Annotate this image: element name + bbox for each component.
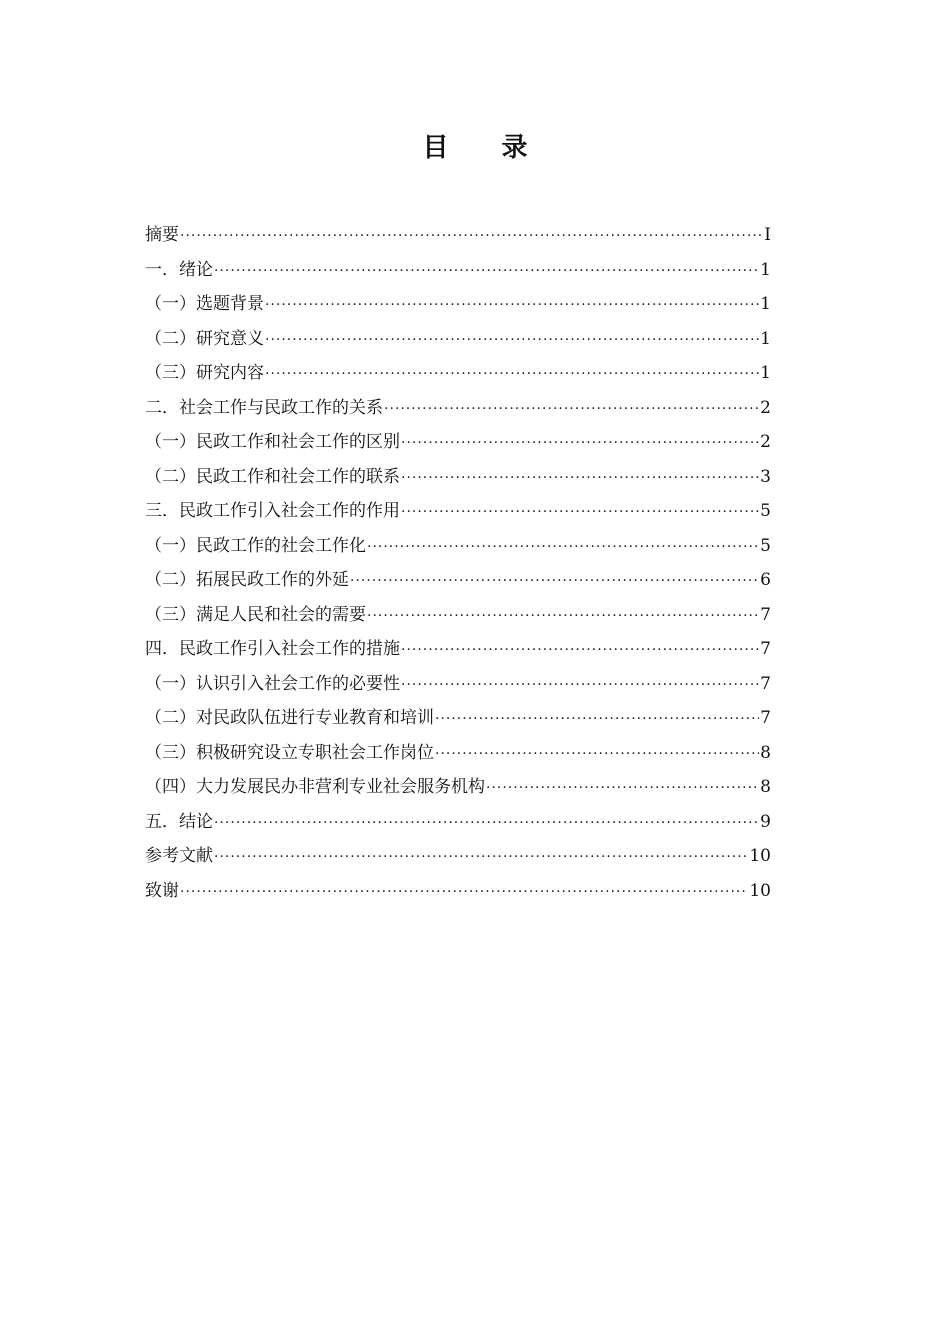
toc-page-number: 2 bbox=[760, 432, 771, 452]
toc-entry-label: （一）民政工作和社会工作的区别 bbox=[145, 432, 400, 452]
toc-dot-leader bbox=[265, 357, 759, 392]
toc-page-number: 7 bbox=[760, 604, 771, 625]
toc-entry-label: （三）满足人民和社会的需要 bbox=[145, 604, 366, 625]
toc-entry bbox=[145, 598, 771, 633]
toc-entry bbox=[145, 736, 771, 771]
toc-page-number: 7 bbox=[760, 673, 771, 694]
toc-entry bbox=[145, 218, 771, 253]
toc-page-number: 5 bbox=[760, 535, 771, 556]
toc-dot-leader bbox=[401, 426, 759, 461]
toc-dot-leader bbox=[401, 668, 759, 703]
toc-dot-leader bbox=[214, 254, 759, 289]
toc-entry bbox=[145, 253, 771, 288]
toc-entry bbox=[145, 494, 771, 529]
toc-page-number: I bbox=[764, 225, 771, 245]
toc-entry bbox=[145, 287, 771, 322]
toc-entry-label: 参考文献 bbox=[145, 846, 213, 866]
toc-entry-label: 致谢 bbox=[145, 880, 179, 901]
table-of-contents bbox=[145, 218, 771, 908]
toc-entry bbox=[145, 356, 771, 391]
toc-entry bbox=[145, 874, 771, 909]
toc-page-number: 6 bbox=[760, 570, 771, 590]
toc-entry bbox=[145, 322, 771, 357]
toc-entry-label: （二）拓展民政工作的外延 bbox=[145, 570, 349, 590]
toc-entry-label: （二）研究意义 bbox=[145, 328, 264, 349]
toc-page-number: 5 bbox=[760, 501, 771, 521]
toc-entry-label: 摘要 bbox=[145, 225, 179, 245]
toc-dot-leader bbox=[265, 288, 759, 323]
toc-page-number: 10 bbox=[749, 846, 771, 866]
toc-entry bbox=[145, 529, 771, 564]
toc-entry-label: （四）大力发展民办非营利专业社会服务机构 bbox=[145, 777, 485, 797]
toc-entry-label: 四．民政工作引入社会工作的措施 bbox=[145, 639, 400, 659]
toc-entry-label: （二）对民政队伍进行专业教育和培训 bbox=[145, 708, 434, 728]
toc-dot-leader bbox=[265, 323, 759, 358]
toc-entry-label: 一．绪论 bbox=[145, 259, 213, 280]
toc-dot-leader bbox=[401, 461, 759, 496]
toc-page-number: 1 bbox=[760, 363, 771, 383]
toc-dot-leader bbox=[384, 392, 759, 427]
toc-dot-leader bbox=[435, 702, 759, 737]
toc-dot-leader bbox=[435, 737, 759, 772]
toc-entry-label: （三）研究内容 bbox=[145, 363, 264, 383]
toc-entry bbox=[145, 667, 771, 702]
toc-dot-leader bbox=[367, 599, 759, 634]
toc-page-number: 9 bbox=[760, 811, 771, 832]
toc-page-number: 8 bbox=[760, 742, 771, 763]
toc-entry-label: 三．民政工作引入社会工作的作用 bbox=[145, 501, 400, 521]
toc-entry-label: 五．结论 bbox=[145, 811, 213, 832]
toc-page-number: 10 bbox=[749, 880, 771, 901]
toc-entry bbox=[145, 460, 771, 495]
toc-page-number: 2 bbox=[760, 397, 771, 418]
toc-dot-leader bbox=[367, 530, 759, 565]
toc-page-number: 7 bbox=[760, 639, 771, 659]
toc-page-number: 1 bbox=[760, 259, 771, 280]
toc-dot-leader bbox=[486, 771, 759, 806]
toc-dot-leader bbox=[180, 875, 748, 910]
toc-entry-label: 二．社会工作与民政工作的关系 bbox=[145, 397, 383, 418]
toc-page-number: 3 bbox=[760, 466, 771, 487]
toc-entry bbox=[145, 425, 771, 460]
toc-entry-label: （一）民政工作的社会工作化 bbox=[145, 535, 366, 556]
toc-page-number: 8 bbox=[760, 777, 771, 797]
toc-page-number: 1 bbox=[760, 294, 771, 314]
toc-entry bbox=[145, 839, 771, 874]
toc-dot-leader bbox=[350, 564, 759, 599]
toc-dot-leader bbox=[180, 219, 762, 254]
toc-dot-leader bbox=[214, 840, 748, 875]
toc-entry bbox=[145, 805, 771, 840]
toc-entry-label: （二）民政工作和社会工作的联系 bbox=[145, 466, 400, 487]
toc-entry bbox=[145, 632, 771, 667]
toc-entry-label: （一）认识引入社会工作的必要性 bbox=[145, 673, 400, 694]
toc-entry-label: （三）积极研究设立专职社会工作岗位 bbox=[145, 742, 434, 763]
toc-entry bbox=[145, 563, 771, 598]
toc-dot-leader bbox=[401, 495, 759, 530]
page-title: 目 录 bbox=[422, 133, 550, 163]
toc-dot-leader bbox=[214, 806, 759, 841]
toc-entry bbox=[145, 770, 771, 805]
toc-entry bbox=[145, 701, 771, 736]
toc-entry-label: （一）选题背景 bbox=[145, 294, 264, 314]
toc-entry bbox=[145, 391, 771, 426]
toc-page-number: 7 bbox=[760, 708, 771, 728]
toc-page-number: 1 bbox=[760, 328, 771, 349]
toc-dot-leader bbox=[401, 633, 759, 668]
